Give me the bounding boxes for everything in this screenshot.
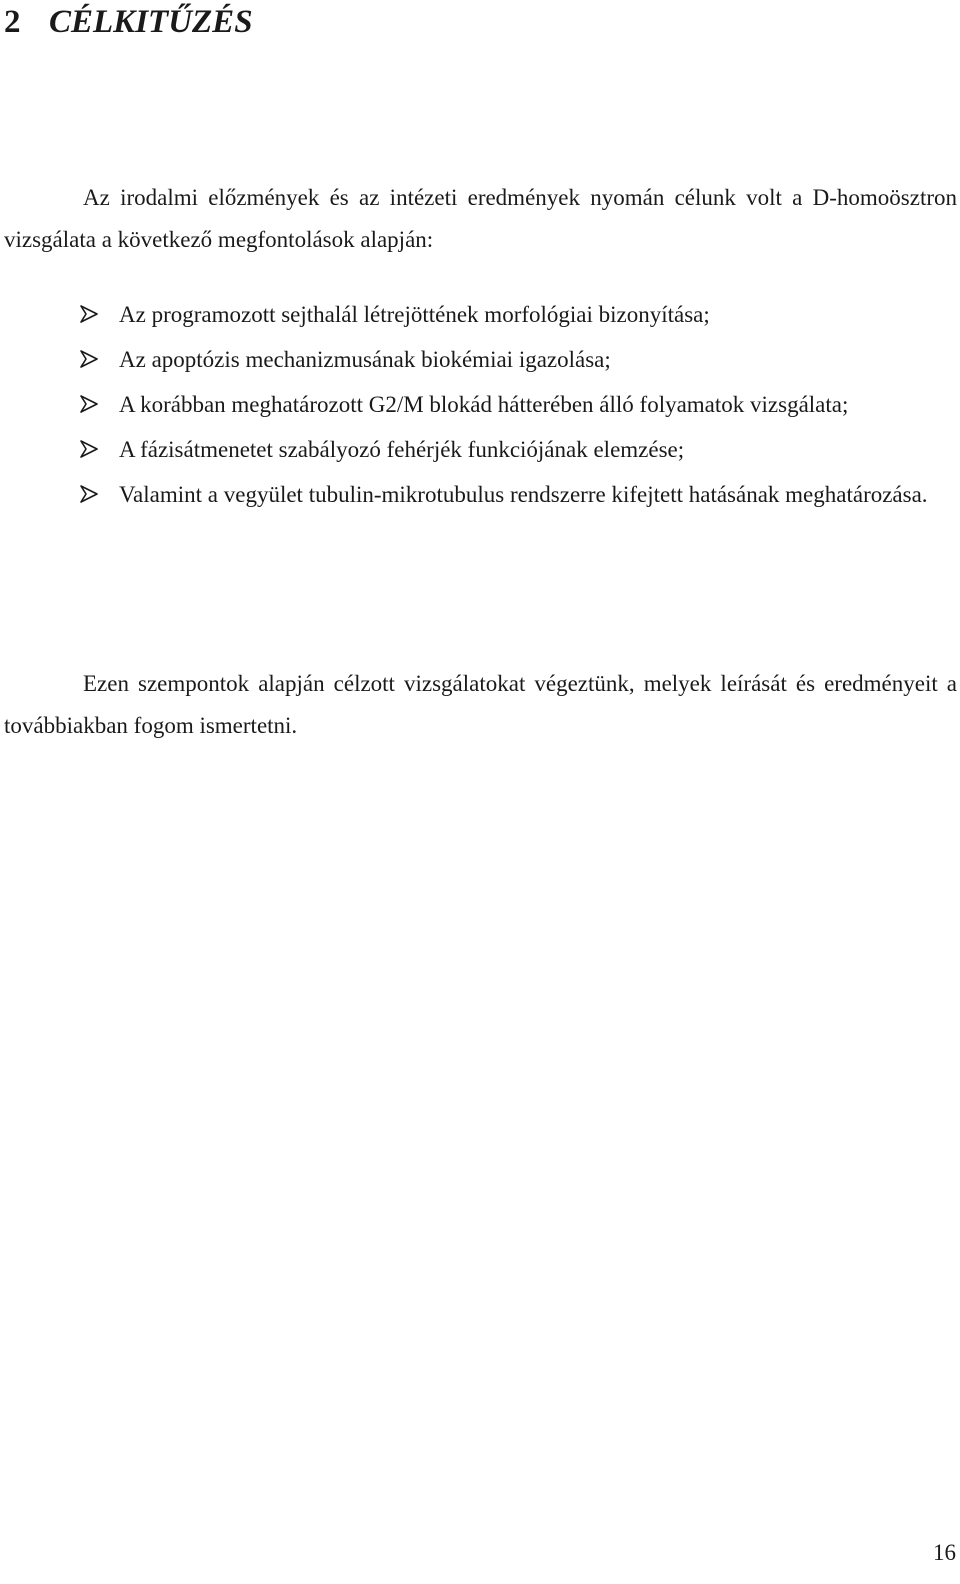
list-item [0,472,957,517]
list-item-text: Az programozott sejthalál létrejöttének morfológiai bizonyítása; [119,302,710,327]
list-item [0,427,957,472]
arrowhead-bullet-icon [80,305,98,323]
list-item-text: A korábban meghatározott G2/M blokád hátterében álló folyamatok vizsgálata; [119,392,849,417]
list-item-text: A fázisátmenetet szabályozó fehérjék funkciójának elemzése; [119,437,685,462]
list-item [0,292,957,337]
section-number: 2 [4,4,21,40]
objectives-list [0,292,957,517]
list-item [0,382,957,427]
list-item [0,337,957,382]
arrowhead-bullet-icon [80,440,98,458]
arrowhead-bullet-icon [80,395,98,413]
list-item-text: Valamint a vegyület tubulin-mikrotubulus rendszerre kifejtett hatásának meghatározása. [119,482,928,507]
section-heading [4,2,253,42]
closing-paragraph: Ezen szempontok alapján célzott vizsgálatokat végeztünk, melyek leírását és eredményeit a továbbiakban fogom ismertetni. [4,671,957,738]
list-item-text: Az apoptózis mechanizmusának biokémiai igazolása; [119,347,611,372]
arrowhead-bullet-icon [80,485,98,503]
section-title: CÉLKITŰZÉS [49,4,253,40]
intro-paragraph: Az irodalmi előzmények és az intézeti eredmények nyomán célunk volt a D-homoösztron vizsgálata a következő megfontolások alapján: [4,185,957,252]
arrowhead-bullet-icon [80,350,98,368]
page-number: 16 [933,1540,956,1565]
